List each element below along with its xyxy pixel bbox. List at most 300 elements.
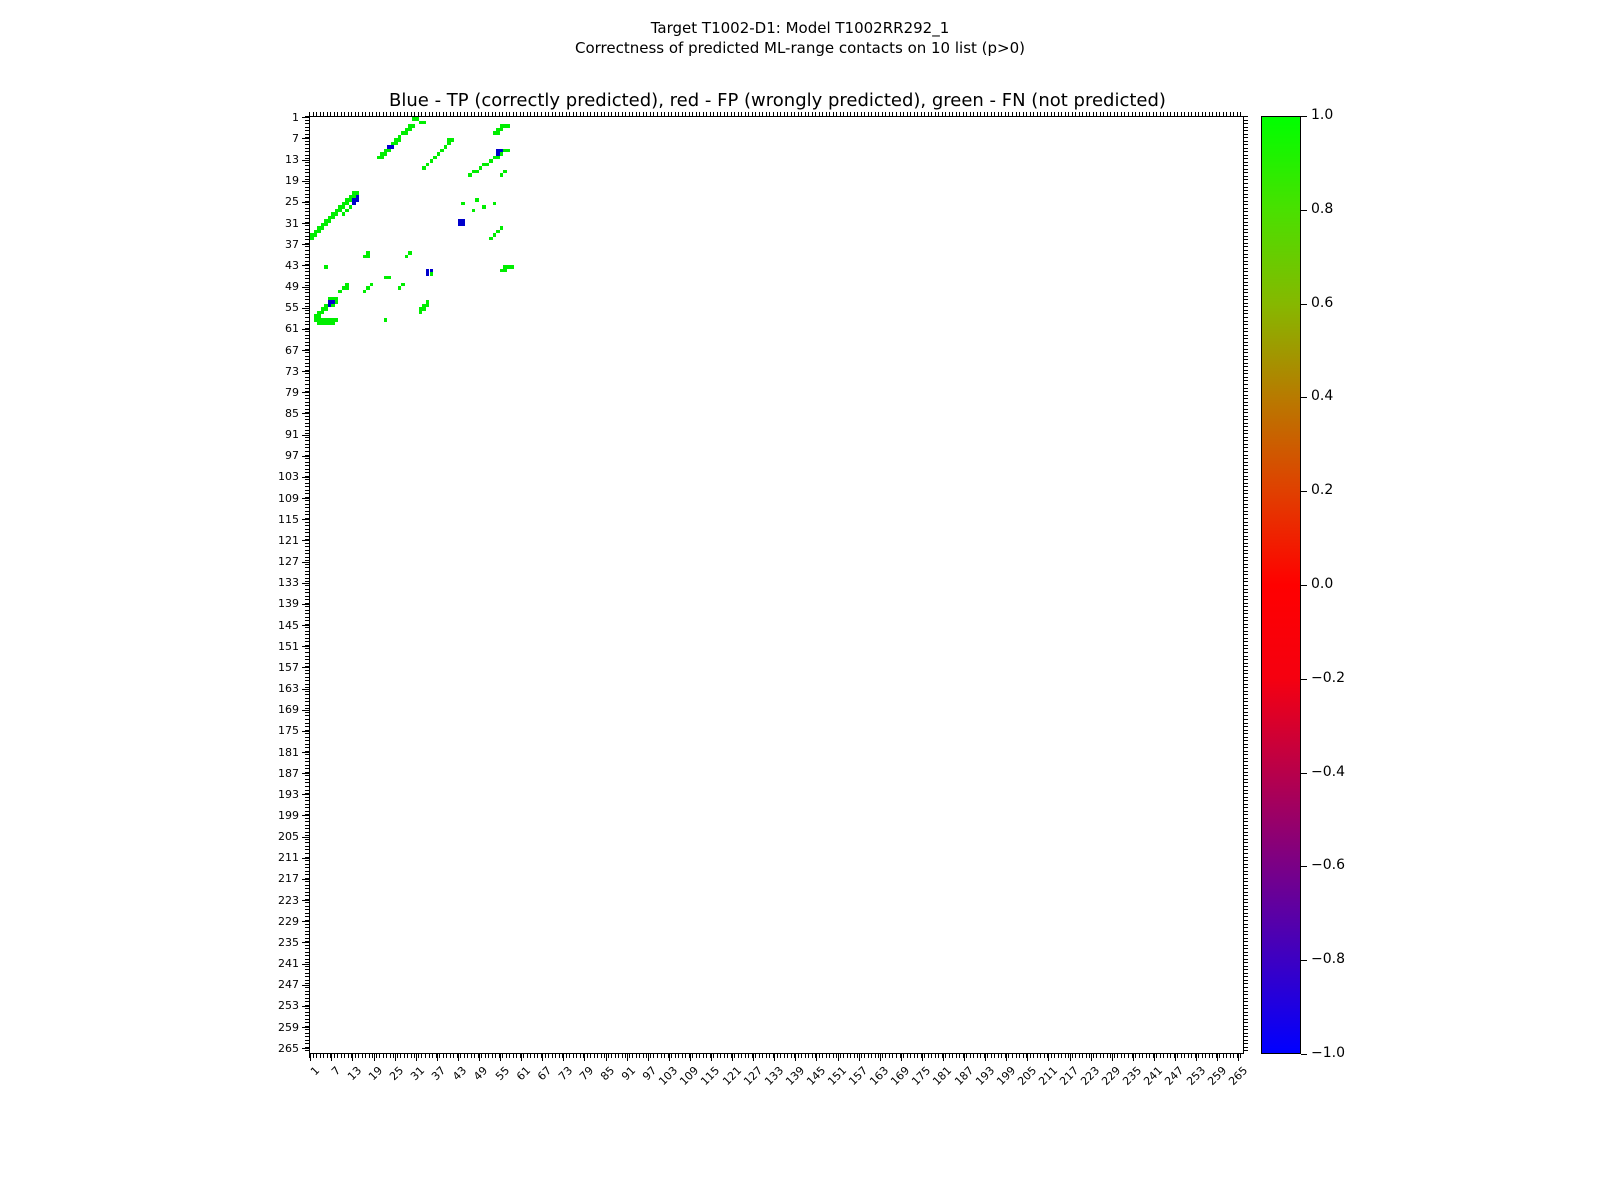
y-axis-minor-tick xyxy=(305,123,309,124)
y-axis-minor-tick-right xyxy=(1244,123,1248,124)
y-axis-minor-tick-right xyxy=(1244,451,1248,452)
x-axis-tick-label: 217 xyxy=(1057,1064,1082,1089)
y-axis-minor-tick-right xyxy=(1244,144,1248,145)
y-axis-minor-tick xyxy=(305,864,309,865)
y-axis-minor-tick-right xyxy=(1244,624,1248,625)
y-axis-minor-tick-right xyxy=(1244,172,1248,173)
y-axis-minor-tick-right xyxy=(1244,507,1248,508)
y-axis-minor-tick-right xyxy=(1244,751,1248,752)
y-axis-minor-tick xyxy=(305,617,309,618)
x-axis-minor-tick xyxy=(914,1054,915,1058)
y-axis-minor-tick xyxy=(305,377,309,378)
y-axis-minor-tick xyxy=(305,969,309,970)
x-axis-minor-tick xyxy=(861,1054,862,1058)
y-axis-minor-tick-right xyxy=(1244,652,1248,653)
y-axis-minor-tick xyxy=(305,571,309,572)
y-axis-minor-tick xyxy=(305,444,309,445)
y-axis-minor-tick xyxy=(305,356,309,357)
y-axis-minor-tick-right xyxy=(1244,895,1248,896)
y-axis-minor-tick-right xyxy=(1244,504,1248,505)
y-axis-major-tick xyxy=(302,604,309,605)
x-axis-minor-tick-top xyxy=(495,112,496,116)
x-axis-minor-tick xyxy=(1044,1054,1045,1058)
x-axis-minor-tick xyxy=(471,1054,472,1058)
x-axis-minor-tick xyxy=(935,1054,936,1058)
x-axis-minor-tick xyxy=(573,1054,574,1058)
x-axis-minor-tick xyxy=(464,1054,465,1058)
y-axis-minor-tick-right xyxy=(1244,179,1248,180)
y-axis-minor-tick-right xyxy=(1244,151,1248,152)
y-axis-minor-tick-right xyxy=(1244,553,1248,554)
x-axis-minor-tick-top xyxy=(854,112,855,116)
y-axis-minor-tick-right xyxy=(1244,398,1248,399)
x-axis-minor-tick xyxy=(474,1054,475,1058)
x-axis-minor-tick-top xyxy=(696,112,697,116)
y-axis-minor-tick-right xyxy=(1244,754,1248,755)
y-axis-minor-tick xyxy=(305,747,309,748)
x-axis-minor-tick-top xyxy=(1237,112,1238,116)
y-axis-minor-tick-right xyxy=(1244,116,1248,117)
x-axis-minor-tick xyxy=(513,1054,514,1058)
x-axis-tick-label: 13 xyxy=(345,1064,365,1084)
x-axis-tick-label: 109 xyxy=(677,1064,702,1089)
contact-cell xyxy=(328,219,332,223)
y-axis-minor-tick-right xyxy=(1244,264,1248,265)
y-axis-minor-tick-right xyxy=(1244,772,1248,773)
x-axis-minor-tick xyxy=(1223,1054,1224,1058)
x-axis-major-tick xyxy=(753,1054,754,1061)
y-axis-major-tick xyxy=(302,1006,309,1007)
y-axis-minor-tick xyxy=(305,737,309,738)
x-axis-minor-tick-top xyxy=(896,112,897,116)
y-axis-minor-tick xyxy=(305,1008,309,1009)
colorbar-tick xyxy=(1301,866,1307,867)
y-axis-minor-tick-right xyxy=(1244,352,1248,353)
y-axis-minor-tick xyxy=(305,663,309,664)
y-axis-minor-tick xyxy=(305,557,309,558)
x-axis-minor-tick-top xyxy=(1233,112,1234,116)
y-axis-minor-tick-right xyxy=(1244,881,1248,882)
x-axis-minor-tick-top xyxy=(780,112,781,116)
x-axis-minor-tick xyxy=(755,1054,756,1058)
y-axis-minor-tick xyxy=(305,924,309,925)
y-axis-minor-tick xyxy=(305,447,309,448)
y-axis-minor-tick-right xyxy=(1244,835,1248,836)
x-axis-major-tick xyxy=(627,1054,628,1061)
y-axis-minor-tick-right xyxy=(1244,1050,1248,1051)
contact-cell xyxy=(472,209,476,213)
y-axis-minor-tick xyxy=(305,677,309,678)
y-axis-major-tick xyxy=(302,223,309,224)
y-axis-minor-tick-right xyxy=(1244,849,1248,850)
x-axis-major-tick xyxy=(310,1054,311,1061)
y-axis-minor-tick-right xyxy=(1244,299,1248,300)
y-axis-minor-tick xyxy=(305,211,309,212)
y-axis-major-tick xyxy=(302,308,309,309)
x-axis-minor-tick-top xyxy=(836,112,837,116)
x-axis-minor-tick-top xyxy=(984,112,985,116)
y-axis-minor-tick xyxy=(305,338,309,339)
y-axis-minor-tick-right xyxy=(1244,162,1248,163)
y-axis-minor-tick-right xyxy=(1244,236,1248,237)
x-axis-minor-tick xyxy=(952,1054,953,1058)
x-axis-minor-tick-top xyxy=(1205,112,1206,116)
y-axis-minor-tick-right xyxy=(1244,137,1248,138)
y-axis-minor-tick-right xyxy=(1244,698,1248,699)
x-axis-minor-tick-top xyxy=(868,112,869,116)
y-axis-major-tick xyxy=(302,435,309,436)
x-axis-tick-label: 1 xyxy=(307,1064,322,1079)
x-axis-minor-tick-top xyxy=(1135,112,1136,116)
y-axis-minor-tick-right xyxy=(1244,1001,1248,1002)
x-axis-minor-tick-top xyxy=(1012,112,1013,116)
y-axis-minor-tick-right xyxy=(1244,670,1248,671)
x-axis-minor-tick xyxy=(650,1054,651,1058)
y-axis-minor-tick xyxy=(305,398,309,399)
x-axis-minor-tick-top xyxy=(1061,112,1062,116)
y-axis-major-tick xyxy=(302,456,309,457)
y-axis-minor-tick-right xyxy=(1244,271,1248,272)
y-axis-minor-tick xyxy=(305,204,309,205)
x-axis-minor-tick-top xyxy=(1209,112,1210,116)
x-axis-minor-tick-top xyxy=(1058,112,1059,116)
x-axis-minor-tick-top xyxy=(959,112,960,116)
x-axis-minor-tick-top xyxy=(492,112,493,116)
x-axis-major-tick xyxy=(859,1054,860,1061)
y-axis-minor-tick-right xyxy=(1244,278,1248,279)
contact-cell xyxy=(500,226,504,230)
colorbar-tick xyxy=(1301,585,1307,586)
colorbar-tick-label: 1.0 xyxy=(1311,107,1334,123)
x-axis-minor-tick-top xyxy=(1149,112,1150,116)
y-axis-minor-tick xyxy=(305,909,309,910)
x-axis-tick-label: 19 xyxy=(366,1064,386,1084)
x-axis-minor-tick-top xyxy=(467,112,468,116)
x-axis-minor-tick-top xyxy=(798,112,799,116)
x-axis-minor-tick-top xyxy=(1184,112,1185,116)
x-axis-minor-tick xyxy=(685,1054,686,1058)
colorbar-tick xyxy=(1301,679,1307,680)
y-axis-minor-tick-right xyxy=(1244,134,1248,135)
y-axis-minor-tick-right xyxy=(1244,694,1248,695)
contact-cell xyxy=(401,283,405,287)
x-axis-tick-label: 199 xyxy=(993,1064,1018,1089)
y-axis-minor-tick xyxy=(305,871,309,872)
x-axis-minor-tick xyxy=(945,1054,946,1058)
contact-cell xyxy=(419,311,423,315)
x-axis-minor-tick xyxy=(675,1054,676,1058)
y-axis-major-tick xyxy=(302,942,309,943)
x-axis-minor-tick-top xyxy=(499,112,500,116)
x-axis-major-tick xyxy=(500,1054,501,1061)
x-axis-minor-tick xyxy=(1163,1054,1164,1058)
x-axis-minor-tick-top xyxy=(745,112,746,116)
y-axis-tick-label: 181 xyxy=(278,745,299,759)
y-axis-minor-tick xyxy=(305,490,309,491)
x-axis-tick-label: 25 xyxy=(387,1064,407,1084)
x-axis-minor-tick xyxy=(334,1054,335,1058)
x-axis-minor-tick-top xyxy=(1093,112,1094,116)
x-axis-minor-tick-top xyxy=(945,112,946,116)
contact-cell xyxy=(324,223,328,227)
y-axis-major-tick xyxy=(302,329,309,330)
y-axis-minor-tick xyxy=(305,610,309,611)
x-axis-minor-tick xyxy=(1079,1054,1080,1058)
y-axis-minor-tick-right xyxy=(1244,1022,1248,1023)
x-axis-minor-tick-top xyxy=(537,112,538,116)
y-axis-minor-tick-right xyxy=(1244,677,1248,678)
y-axis-minor-tick-right xyxy=(1244,409,1248,410)
y-axis-minor-tick xyxy=(305,634,309,635)
contact-cell xyxy=(370,283,374,287)
y-axis-minor-tick-right xyxy=(1244,218,1248,219)
x-axis-minor-tick-top xyxy=(327,112,328,116)
contact-cell xyxy=(349,205,353,209)
x-axis-minor-tick xyxy=(460,1054,461,1058)
x-axis-minor-tick xyxy=(998,1054,999,1058)
x-axis-tick-label: 127 xyxy=(740,1064,765,1089)
x-axis-minor-tick-top xyxy=(819,112,820,116)
y-axis-tick-label: 1 xyxy=(292,110,299,124)
y-axis-minor-tick xyxy=(305,705,309,706)
y-axis-minor-tick xyxy=(305,892,309,893)
contact-cell xyxy=(493,233,497,237)
x-axis-major-tick xyxy=(479,1054,480,1061)
x-axis-minor-tick-top xyxy=(383,112,384,116)
y-axis-minor-tick xyxy=(305,218,309,219)
contact-cell xyxy=(408,128,412,132)
colorbar-tick xyxy=(1301,397,1307,398)
contact-map-plot xyxy=(309,116,1244,1054)
y-axis-minor-tick-right xyxy=(1244,860,1248,861)
x-axis-minor-tick xyxy=(545,1054,546,1058)
y-axis-minor-tick-right xyxy=(1244,183,1248,184)
y-axis-minor-tick-right xyxy=(1244,589,1248,590)
y-axis-minor-tick xyxy=(305,804,309,805)
x-axis-minor-tick-top xyxy=(731,112,732,116)
x-axis-major-tick xyxy=(1070,1054,1071,1061)
y-axis-minor-tick xyxy=(305,405,309,406)
contact-cell xyxy=(335,318,339,322)
y-axis-minor-tick-right xyxy=(1244,518,1248,519)
contact-cell xyxy=(412,124,416,128)
y-axis-minor-tick xyxy=(305,698,309,699)
contact-cell xyxy=(321,226,325,230)
y-axis-minor-tick-right xyxy=(1244,285,1248,286)
y-axis-minor-tick xyxy=(305,162,309,163)
x-axis-minor-tick-top xyxy=(1212,112,1213,116)
y-axis-minor-tick xyxy=(305,744,309,745)
x-axis-minor-tick-top xyxy=(1240,112,1241,116)
colorbar-tick-label: −0.2 xyxy=(1311,669,1345,686)
x-axis-minor-tick-top xyxy=(481,112,482,116)
y-axis-minor-tick-right xyxy=(1244,1040,1248,1041)
y-axis-minor-tick-right xyxy=(1244,373,1248,374)
x-axis-minor-tick-top xyxy=(970,112,971,116)
x-axis-major-tick xyxy=(964,1054,965,1061)
contact-cell xyxy=(398,286,402,290)
y-axis-minor-tick xyxy=(305,723,309,724)
y-axis-minor-tick xyxy=(305,208,309,209)
x-axis-minor-tick-top xyxy=(594,112,595,116)
x-axis-minor-tick xyxy=(421,1054,422,1058)
x-axis-minor-tick xyxy=(966,1054,967,1058)
y-axis-minor-tick-right xyxy=(1244,557,1248,558)
y-axis-minor-tick-right xyxy=(1244,712,1248,713)
y-axis-minor-tick-right xyxy=(1244,550,1248,551)
x-axis-minor-tick-top xyxy=(847,112,848,116)
x-axis-minor-tick xyxy=(1209,1054,1210,1058)
x-axis-minor-tick xyxy=(987,1054,988,1058)
x-axis-major-tick xyxy=(901,1054,902,1061)
y-axis-minor-tick xyxy=(305,190,309,191)
x-axis-major-tick xyxy=(1112,1054,1113,1061)
x-axis-major-tick xyxy=(1133,1054,1134,1061)
x-axis-minor-tick xyxy=(762,1054,763,1058)
y-axis-minor-tick xyxy=(305,342,309,343)
x-axis-minor-tick-top xyxy=(632,112,633,116)
x-axis-minor-tick-top xyxy=(805,112,806,116)
y-axis-minor-tick-right xyxy=(1244,1012,1248,1013)
contact-cell xyxy=(331,216,335,220)
y-axis-major-tick xyxy=(302,985,309,986)
y-axis-minor-tick-right xyxy=(1244,631,1248,632)
x-axis-minor-tick xyxy=(1146,1054,1147,1058)
x-axis-minor-tick xyxy=(717,1054,718,1058)
x-axis-minor-tick xyxy=(819,1054,820,1058)
contact-cell xyxy=(387,149,391,153)
x-axis-minor-tick xyxy=(639,1054,640,1058)
y-axis-major-tick xyxy=(302,667,309,668)
x-axis-minor-tick-top xyxy=(1167,112,1168,116)
x-axis-minor-tick-top xyxy=(738,112,739,116)
x-axis-minor-tick-top xyxy=(376,112,377,116)
x-axis-major-tick xyxy=(1027,1054,1028,1061)
x-axis-minor-tick-top xyxy=(678,112,679,116)
x-axis-major-tick xyxy=(985,1054,986,1061)
x-axis-minor-tick-top xyxy=(928,112,929,116)
x-axis-minor-tick-top xyxy=(1016,112,1017,116)
x-axis-minor-tick xyxy=(917,1054,918,1058)
x-axis-minor-tick-top xyxy=(759,112,760,116)
y-axis-minor-tick xyxy=(305,1033,309,1034)
y-axis-minor-tick-right xyxy=(1244,275,1248,276)
x-axis-minor-tick-top xyxy=(453,112,454,116)
x-axis-minor-tick xyxy=(1205,1054,1206,1058)
y-axis-minor-tick xyxy=(305,1015,309,1016)
y-axis-minor-tick-right xyxy=(1244,853,1248,854)
x-axis-minor-tick xyxy=(833,1054,834,1058)
x-axis-minor-tick-top xyxy=(527,112,528,116)
x-axis-minor-tick-top xyxy=(921,112,922,116)
y-axis-minor-tick-right xyxy=(1244,691,1248,692)
x-axis-minor-tick xyxy=(629,1054,630,1058)
y-axis-minor-tick-right xyxy=(1244,620,1248,621)
x-axis-minor-tick-top xyxy=(871,112,872,116)
x-axis-minor-tick-top xyxy=(1139,112,1140,116)
y-axis-minor-tick-right xyxy=(1244,522,1248,523)
y-axis-minor-tick-right xyxy=(1244,656,1248,657)
x-axis-major-tick xyxy=(795,1054,796,1061)
x-axis-tick-label: 79 xyxy=(577,1064,597,1084)
x-axis-major-tick xyxy=(437,1054,438,1061)
x-axis-minor-tick xyxy=(446,1054,447,1058)
y-axis-minor-tick-right xyxy=(1244,924,1248,925)
x-axis-minor-tick-top xyxy=(826,112,827,116)
y-axis-minor-tick xyxy=(305,229,309,230)
x-axis-minor-tick xyxy=(661,1054,662,1058)
x-axis-minor-tick-top xyxy=(597,112,598,116)
y-axis-minor-tick-right xyxy=(1244,959,1248,960)
y-axis-minor-tick-right xyxy=(1244,906,1248,907)
x-axis-minor-tick-top xyxy=(1177,112,1178,116)
x-axis-minor-tick-top xyxy=(949,112,950,116)
y-axis-major-tick xyxy=(302,646,309,647)
y-axis-minor-tick xyxy=(305,592,309,593)
y-axis-minor-tick-right xyxy=(1244,246,1248,247)
x-axis-minor-tick-top xyxy=(755,112,756,116)
y-axis-minor-tick xyxy=(305,373,309,374)
x-axis-tick-label: 229 xyxy=(1099,1064,1124,1089)
x-axis-minor-tick-top xyxy=(769,112,770,116)
x-axis-minor-tick-top xyxy=(727,112,728,116)
y-axis-minor-tick-right xyxy=(1244,666,1248,667)
x-axis-minor-tick xyxy=(1001,1054,1002,1058)
x-axis-minor-tick xyxy=(889,1054,890,1058)
y-axis-minor-tick-right xyxy=(1244,687,1248,688)
x-axis-minor-tick xyxy=(379,1054,380,1058)
contact-cell xyxy=(310,237,314,241)
x-axis-minor-tick xyxy=(502,1054,503,1058)
x-axis-minor-tick xyxy=(1072,1054,1073,1058)
x-axis-minor-tick-top xyxy=(576,112,577,116)
y-axis-minor-tick-right xyxy=(1244,945,1248,946)
y-axis-minor-tick xyxy=(305,818,309,819)
y-axis-minor-tick xyxy=(305,976,309,977)
x-axis-minor-tick xyxy=(1212,1054,1213,1058)
y-axis-minor-tick-right xyxy=(1244,127,1248,128)
y-axis-minor-tick xyxy=(305,701,309,702)
x-axis-minor-tick-top xyxy=(323,112,324,116)
y-axis-minor-tick-right xyxy=(1244,909,1248,910)
x-axis-minor-tick-top xyxy=(1082,112,1083,116)
y-axis-minor-tick-right xyxy=(1244,155,1248,156)
y-axis-tick-label: 151 xyxy=(278,639,299,653)
x-axis-minor-tick xyxy=(1107,1054,1108,1058)
y-axis-minor-tick xyxy=(305,493,309,494)
y-axis-minor-tick xyxy=(305,345,309,346)
y-axis-minor-tick-right xyxy=(1244,1008,1248,1009)
contact-cell xyxy=(447,142,451,146)
y-axis-minor-tick-right xyxy=(1244,980,1248,981)
x-axis-minor-tick xyxy=(425,1054,426,1058)
y-axis-minor-tick-right xyxy=(1244,465,1248,466)
x-axis-minor-tick-top xyxy=(1163,112,1164,116)
y-axis-minor-tick-right xyxy=(1244,684,1248,685)
y-axis-minor-tick-right xyxy=(1244,321,1248,322)
x-axis-minor-tick-top xyxy=(917,112,918,116)
x-axis-minor-tick xyxy=(1177,1054,1178,1058)
y-axis-minor-tick xyxy=(305,627,309,628)
x-axis-minor-tick-top xyxy=(650,112,651,116)
x-axis-minor-tick-top xyxy=(330,112,331,116)
contact-cell xyxy=(405,255,409,259)
x-axis-minor-tick xyxy=(383,1054,384,1058)
y-axis-minor-tick xyxy=(305,589,309,590)
y-axis-minor-tick-right xyxy=(1244,779,1248,780)
y-axis-tick-label: 61 xyxy=(285,322,299,336)
x-axis-minor-tick xyxy=(871,1054,872,1058)
